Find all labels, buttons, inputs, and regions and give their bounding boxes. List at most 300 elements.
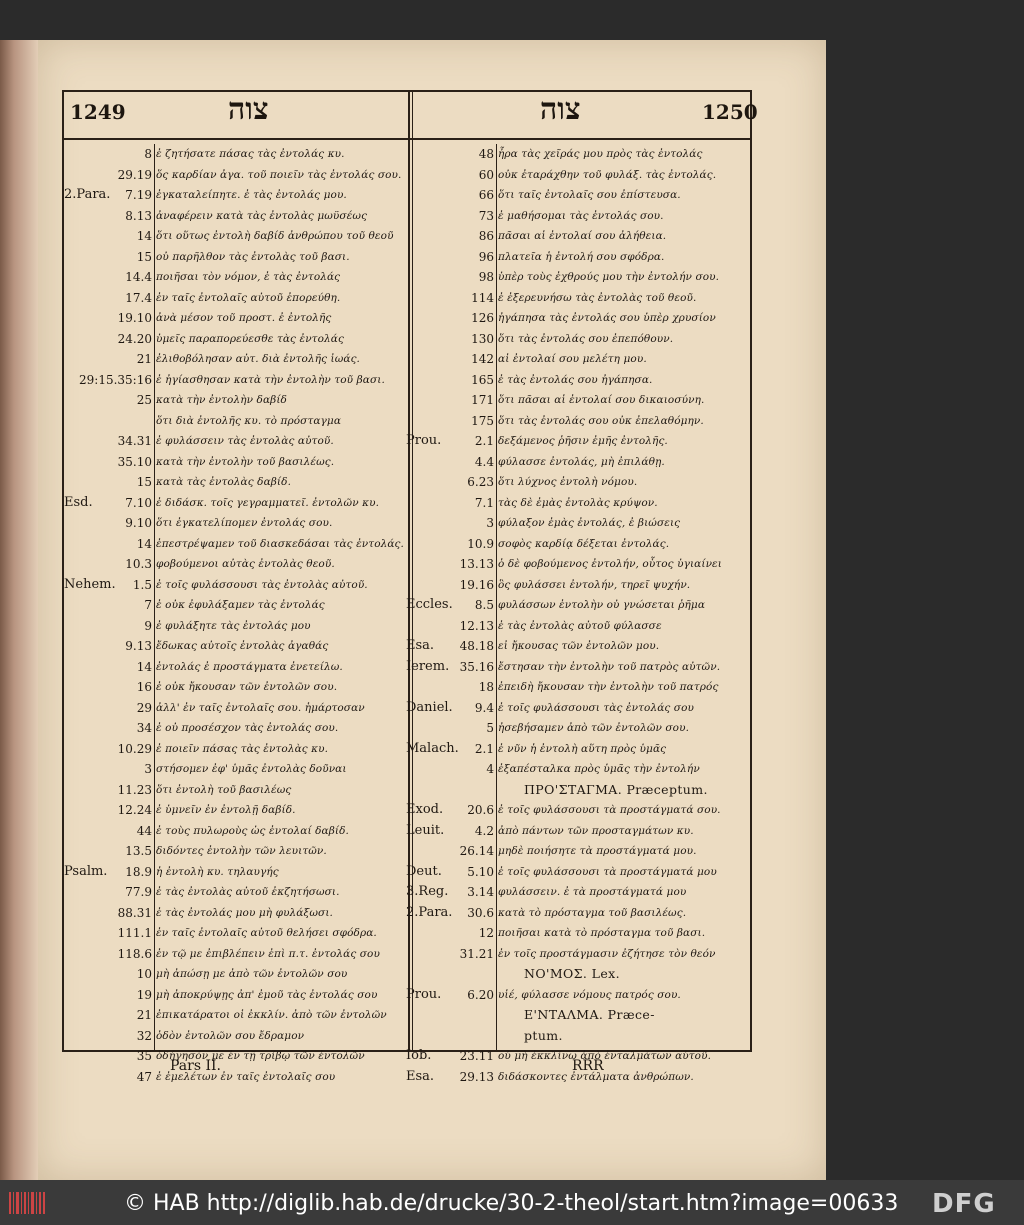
verse-reference: 19	[136, 987, 152, 1002]
verse-reference: 14	[136, 659, 152, 674]
concordance-row	[64, 226, 408, 247]
quotation-text: φύλασσε ἐντολάς, μὴ ἐπιλάθῃ.	[498, 455, 665, 468]
verse-reference: 44	[136, 823, 152, 838]
verse-reference: 47	[136, 1069, 152, 1084]
quotation-text: ἠσεβήσαμεν ἀπὸ τῶν ἐντολῶν σου.	[498, 722, 690, 734]
quotation-text: ὃς φυλάσσει ἐντολήν, τηρεῖ ψυχήν.	[498, 578, 691, 591]
quotation-text: ὅτι λύχνος ἐντολὴ νόμου.	[498, 476, 638, 488]
verse-reference: 14.4	[125, 270, 152, 284]
quotation-text: ἐν τοῖς προστάγμασιν ἐζήτησε τὸν θεόν	[498, 947, 716, 960]
verse-reference: 142	[471, 352, 494, 366]
concordance-row	[64, 718, 408, 739]
concordance-row	[64, 575, 408, 596]
verse-reference: 15	[136, 475, 152, 489]
verse-reference: 48.18	[459, 639, 494, 653]
book-abbreviation: 2.Para.	[64, 187, 111, 202]
verse-reference: 5	[486, 721, 494, 735]
verse-reference: 29:15.35:16	[79, 372, 152, 387]
concordance-row	[64, 759, 408, 780]
catchword: RRR	[572, 1058, 604, 1074]
concordance-row	[64, 1005, 408, 1026]
concordance-row	[406, 206, 752, 227]
quotation-text: οὐ μὴ ἐκκλίνω ἀπὸ ἐνταλμάτων αὐτοῦ.	[498, 1050, 712, 1062]
concordance-row	[406, 862, 752, 883]
concordance-row	[406, 739, 752, 760]
concordance-row	[406, 144, 752, 165]
quotation-text: ἐ ἐξερευνήσω τὰς ἐντολὰς τοῦ θεοῦ.	[498, 291, 697, 304]
verse-reference: 3.14	[467, 885, 494, 899]
verse-reference: 15	[136, 249, 152, 264]
quotation-text: ἐ νῦν ἡ ἐντολὴ αὕτη πρὸς ὑμᾶς	[498, 742, 667, 755]
verse-reference: 7	[144, 598, 152, 612]
concordance-row	[64, 452, 408, 473]
verse-reference: 10.3	[125, 557, 152, 571]
concordance-row	[406, 964, 752, 985]
quotation-text: σοφὸς καρδίᾳ δέξεται ἐντολάς.	[498, 537, 670, 550]
quotation-text: κατὰ τὰς ἐντολὰς δαβίδ.	[156, 476, 292, 488]
verse-reference: 10.9	[467, 536, 494, 551]
quotation-text: φυλάσσων ἐντολὴν οὐ γνώσεται ῥῆμα	[498, 599, 706, 611]
book-abbreviation: Ierem.	[406, 658, 450, 674]
verse-reference: 11.23	[117, 782, 152, 797]
verse-reference: 26.14	[459, 844, 494, 858]
quotation-text: διδόντες ἐντολὴν τῶν λευιτῶν.	[156, 845, 327, 857]
book-abbreviation: 3.Reg.	[406, 884, 449, 899]
quotation-text: κατὰ τὴν ἐντολὴν τοῦ βασιλέως.	[156, 455, 335, 468]
quotation-text: ἐ τὰς ἐντολὰς αὐτοῦ φύλασσε	[498, 619, 662, 632]
section-heading: ptum.	[524, 1027, 563, 1043]
verse-reference: 9.10	[125, 516, 152, 530]
concordance-row	[64, 349, 408, 370]
book-abbreviation: Esd.	[64, 494, 93, 510]
verse-reference: 98	[478, 270, 494, 284]
quotation-text: ἐ ὑμνεῖν ἐν ἐντολῇ δαβίδ.	[156, 804, 296, 816]
verse-reference: 25	[136, 393, 152, 407]
verse-reference: 19.10	[117, 311, 152, 325]
concordance-row	[64, 472, 408, 493]
concordance-row	[64, 657, 408, 678]
right-page-number: 1250	[702, 100, 758, 124]
verse-reference: 10	[136, 967, 152, 981]
quotation-text: ἐ οὐ προσέσχον τὰς ἐντολάς σου.	[156, 722, 339, 734]
concordance-row	[64, 985, 408, 1006]
quotation-text: ἔδωκας αὐτοῖς ἐντολὰς ἀγαθάς	[156, 640, 329, 652]
concordance-row	[64, 1067, 408, 1088]
verse-reference: 29.19	[117, 167, 152, 182]
running-header	[62, 90, 752, 140]
quotation-text: εἰ ἤκουσας τῶν ἐντολῶν μου.	[498, 640, 660, 652]
left-hebrew-headword: צוה	[228, 92, 269, 127]
quotation-text: ἐλιθοβόλησαν αὐτ. διὰ ἐντολῆς ἰωάς.	[156, 353, 360, 365]
quotation-text: ἐ διδάσκ. τοῖς γεγραμματεῖ. ἐντολῶν κυ.	[156, 496, 380, 509]
quotation-text: ὅς καρδίαν ἀγα. τοῦ ποιεῖν τὰς ἐντολάς σου.	[156, 168, 402, 181]
verse-reference: 175	[471, 413, 494, 428]
verse-reference: 2.1	[474, 434, 494, 448]
concordance-row	[64, 1026, 408, 1047]
concordance-row	[406, 390, 752, 411]
verse-reference: 34	[136, 721, 152, 735]
verse-reference: 13.5	[125, 844, 152, 858]
concordance-row	[64, 431, 408, 452]
concordance-row	[406, 923, 752, 944]
concordance-row	[64, 329, 408, 350]
concordance-row	[406, 452, 752, 473]
verse-reference: 6.20	[467, 987, 494, 1002]
verse-reference: 9.13	[125, 639, 152, 653]
quotation-text: ἐ οὐκ ἐφυλάξαμεν τὰς ἐντολάς	[156, 599, 325, 611]
verse-reference: 18	[478, 680, 494, 694]
concordance-row	[406, 657, 752, 678]
verse-reference: 3	[144, 762, 152, 776]
quotation-text: τὰς δὲ ἐμὰς ἐντολὰς κρύψον.	[498, 496, 658, 509]
concordance-row	[64, 288, 408, 309]
quotation-text: ἐ τοῖς φυλάσσουσι τὰ προστάγματά σου.	[498, 804, 721, 816]
book-abbreviation: Prou.	[406, 986, 442, 1002]
quotation-text: ἐγκαταλείπητε. ἐ τὰς ἐντολάς μου.	[156, 189, 347, 201]
quotation-text: ἀλλ' ἐν ταῖς ἐντολαῖς σου. ἡμάρτοσαν	[156, 701, 365, 714]
concordance-row	[406, 513, 752, 534]
verse-reference: 5.10	[467, 864, 494, 879]
verse-reference: 165	[471, 372, 494, 387]
quotation-text: ὁ δὲ φοβούμενος ἐντολήν, οὗτος ὑγιαίνει	[498, 558, 723, 570]
quotation-text: ἠγάπησα τὰς ἐντολάς σου ὑπὲρ χρυσίον	[498, 312, 716, 324]
quotation-text: ἐ τὰς ἐντολάς σου ἠγάπησα.	[498, 373, 653, 386]
quotation-text: πλατεῖα ἡ ἐντολή σου σφόδρα.	[498, 250, 665, 263]
concordance-row	[64, 185, 408, 206]
verse-reference: 24.20	[117, 331, 152, 346]
concordance-row	[64, 165, 408, 186]
quotation-text: ἐ τοῖς φυλάσσουσι τὰς ἐντολὰς αὐτοῦ.	[156, 578, 368, 591]
verse-reference: 35.10	[117, 454, 152, 469]
verse-reference: 96	[478, 249, 494, 264]
concordance-row	[406, 616, 752, 637]
book-abbreviation: Daniel.	[406, 699, 453, 715]
quotation-text: στήσομεν ἐφ' ὑμᾶς ἐντολὰς δοῦναι	[156, 763, 347, 775]
book-abbreviation: Prou.	[406, 433, 442, 448]
quotation-text: ἦρα τὰς χεῖράς μου πρὸς τὰς ἐντολάς	[498, 148, 703, 160]
verse-reference: 21	[136, 1008, 152, 1022]
concordance-row	[406, 595, 752, 616]
verse-reference: 8.13	[125, 208, 152, 223]
verse-reference: 7.10	[125, 495, 152, 510]
verse-reference: 77.9	[125, 885, 152, 899]
quotation-text: ἐπεστρέψαμεν τοῦ διασκεδάσαι τὰς ἐντολάς.	[156, 537, 404, 550]
quotation-text: ἐ ποιεῖν πάσας τὰς ἐντολὰς κυ.	[156, 742, 329, 755]
quotation-text: οὐκ ἐταράχθην τοῦ φυλάξ. τὰς ἐντολάς.	[498, 168, 717, 181]
quotation-text: ἐ τὰς ἐντολάς μου μὴ φυλάξωσι.	[156, 906, 333, 919]
verse-reference: 8.5	[474, 598, 494, 612]
quotation-text: ἔστησαν τὴν ἐντολὴν τοῦ πατρὸς αὐτῶν.	[498, 660, 721, 673]
concordance-row	[406, 882, 752, 903]
quotation-text: ὑμεῖς παραπορεύεσθε τὰς ἐντολάς	[156, 332, 344, 345]
concordance-row	[64, 247, 408, 268]
verse-reference: 86	[478, 229, 494, 243]
verse-reference: 2.1	[474, 741, 494, 756]
quotation-text: ἐ τοὺς πυλωροὺς ὡς ἐντολαί δαβίδ.	[156, 824, 349, 837]
verse-reference: 29.13	[459, 1069, 494, 1084]
concordance-row	[64, 841, 408, 862]
concordance-row	[406, 821, 752, 842]
verse-reference: 66	[478, 188, 494, 202]
verse-reference: 23.11	[459, 1049, 494, 1063]
book-abbreviation: Iob.	[406, 1048, 432, 1063]
concordance-row	[406, 1026, 752, 1047]
verse-reference: 21	[136, 352, 152, 366]
concordance-row	[406, 800, 752, 821]
verse-reference: 14	[136, 229, 152, 243]
concordance-row	[64, 964, 408, 985]
quotation-text: ἐ ἠγίασθησαν κατὰ τὴν ἐντολὴν τοῦ βασι.	[156, 373, 385, 386]
verse-reference: 10.29	[117, 741, 152, 756]
concordance-row	[406, 493, 752, 514]
concordance-row	[64, 739, 408, 760]
concordance-row	[64, 944, 408, 965]
right-concordance-column	[406, 144, 752, 1087]
quotation-text: ὅτι ἐγκατελίπομεν ἐντολάς σου.	[156, 517, 333, 529]
quotation-text: φύλαξον ἐμὰς ἐντολάς, ἐ βιώσεις	[498, 517, 681, 529]
verse-reference: 7.1	[474, 495, 494, 510]
quotation-text: ἡ ἐντολὴ κυ. τηλαυγής	[156, 865, 279, 878]
concordance-row	[406, 780, 752, 801]
section-heading: ΝΟ'ΜΟΣ. Lex.	[524, 966, 620, 981]
verse-reference: 3	[486, 516, 494, 530]
quotation-text: ἐ οὐκ ἤκουσαν τῶν ἐντολῶν σου.	[156, 681, 338, 693]
verse-reference: 73	[478, 208, 494, 223]
concordance-row	[64, 206, 408, 227]
concordance-row	[406, 575, 752, 596]
section-heading: ΠΡΟ'ΣΤΑΓΜΑ. Præceptum.	[524, 781, 708, 797]
concordance-row	[406, 698, 752, 719]
right-hebrew-headword: צוה	[540, 92, 581, 127]
quotation-text: ἐ ζητήσατε πάσας τὰς ἐντολάς κυ.	[156, 148, 345, 160]
quotation-text: ὅτι οὕτως ἐντολὴ δαβίδ ἀνθρώπου τοῦ θεοῦ	[156, 230, 394, 242]
verse-reference: 12	[478, 926, 494, 940]
quotation-text: ἐ φυλάσσειν τὰς ἐντολὰς αὐτοῦ.	[156, 435, 334, 447]
quotation-text: οὐ παρῆλθον τὰς ἐντολὰς τοῦ βασι.	[156, 250, 350, 263]
concordance-row	[406, 472, 752, 493]
quotation-text: ποιῆσαι τὸν νόμον, ἐ τὰς ἐντολάς	[156, 271, 341, 283]
quotation-text: ἀνὰ μέσον τοῦ προστ. ἐ ἐντολῆς	[156, 312, 332, 324]
book-abbreviation: Malach.	[406, 740, 459, 756]
concordance-row	[406, 718, 752, 739]
verse-reference: 60	[478, 167, 494, 182]
concordance-row	[406, 411, 752, 432]
concordance-row	[64, 903, 408, 924]
concordance-row	[406, 677, 752, 698]
concordance-row	[64, 513, 408, 534]
quotation-text: ὁδήγησόν με ἐν τῇ τρίβῳ τῶν ἐντολῶν	[156, 1050, 365, 1062]
verse-reference: 19.16	[459, 577, 494, 592]
quotation-text: διδάσκοντες ἐντάλματα ἀνθρώπων.	[498, 1070, 694, 1083]
quotation-text: ὅτι ταῖς ἐντολαῖς σου ἐπίστευσα.	[498, 189, 681, 201]
concordance-row	[406, 841, 752, 862]
verse-reference: 1.5	[132, 577, 152, 592]
quotation-text: ἐξαπέσταλκα πρὸς ὑμᾶς τὴν ἐντολήν	[498, 763, 700, 775]
verse-reference: 171	[471, 393, 494, 407]
verse-reference: 6.23	[467, 475, 494, 489]
quotation-text: ἐν ταῖς ἐντολαῖς αὐτοῦ ἐπορεύθη.	[156, 291, 341, 304]
quotation-text: ποιῆσαι κατὰ τὸ πρόσταγμα τοῦ βασι.	[498, 927, 706, 939]
concordance-row	[64, 862, 408, 883]
quotation-text: μὴ ἀποκρύψῃς ἀπ' ἐμοῦ τὰς ἐντολάς σου	[156, 988, 378, 1001]
dfg-logo: DFG	[932, 1189, 996, 1219]
verse-reference: 14	[136, 536, 152, 551]
quotation-text: πᾶσαι αἱ ἐντολαί σου ἀλήθεια.	[498, 230, 667, 242]
quotation-text: ὅτι τὰς ἐντολάς σου οὐκ ἐπελαθόμην.	[498, 414, 704, 427]
quotation-text: ὅτι πᾶσαι αἱ ἐντολαί σου δικαιοσύνη.	[498, 394, 705, 406]
quotation-text: ἐπικατάρατοι οἱ ἐκκλίν. ἀπὸ τῶν ἐντολῶν	[156, 1009, 387, 1021]
concordance-row	[64, 370, 408, 391]
concordance-row	[64, 677, 408, 698]
book-abbreviation: Esa.	[406, 1068, 435, 1084]
signature-mark: Pars II.	[170, 1058, 221, 1074]
concordance-row	[406, 534, 752, 555]
concordance-row	[406, 185, 752, 206]
concordance-row	[64, 923, 408, 944]
concordance-row	[406, 329, 752, 350]
quotation-text: ἐν τῷ με ἐπιβλέπειν ἐπὶ π.τ. ἐντολάς σου	[156, 947, 380, 960]
quotation-text: ἐν ταῖς ἐντολαῖς αὐτοῦ θελήσει σφόδρα.	[156, 927, 377, 939]
book-abbreviation: Eccles.	[406, 597, 453, 612]
quotation-text: μηδὲ ποιήσητε τὰ προστάγματά μου.	[498, 845, 697, 857]
verse-reference: 126	[471, 311, 494, 325]
verse-reference: 118.6	[117, 946, 152, 961]
verse-reference: 12.24	[117, 803, 152, 817]
verse-reference: 34.31	[117, 434, 152, 448]
concordance-row	[406, 165, 752, 186]
quotation-text: υἱέ, φύλασσε νόμους πατρός σου.	[498, 988, 681, 1001]
concordance-row	[64, 780, 408, 801]
left-concordance-column	[64, 144, 408, 1087]
concordance-row	[64, 698, 408, 719]
concordance-row	[64, 534, 408, 555]
quotation-text: ἀναφέρειν κατὰ τὰς ἐντολὰς μωϋσέως	[156, 209, 368, 222]
book-abbreviation: Exod.	[406, 802, 444, 817]
quotation-text: ἐ τοῖς φυλάσσουσι τὰς ἐντολάς σου	[498, 701, 694, 714]
verse-reference: 88.31	[117, 905, 152, 920]
verse-reference: 4	[486, 762, 494, 776]
quotation-text: ἐντολάς ἐ προστάγματα ἐνετείλω.	[156, 660, 343, 673]
verse-reference: 111.1	[117, 926, 152, 940]
quotation-text: αἱ ἐντολαί σου μελέτη μου.	[498, 353, 647, 365]
book-abbreviation: 2.Para.	[406, 904, 453, 920]
verse-reference: 32	[136, 1028, 152, 1043]
verse-reference: 4.2	[474, 823, 494, 838]
concordance-row	[64, 616, 408, 637]
book-abbreviation: Deut.	[406, 863, 442, 879]
verse-reference: 13.13	[459, 557, 494, 571]
concordance-row	[406, 267, 752, 288]
quotation-text: ἐπειδὴ ἤκουσαν τὴν ἐντολὴν τοῦ πατρός	[498, 681, 719, 693]
verse-reference: 12.13	[459, 618, 494, 633]
quotation-text: ὅτι τὰς ἐντολάς σου ἐπεπόθουν.	[498, 332, 674, 345]
verse-reference: 16	[136, 680, 152, 694]
quotation-text: ὅτι ἐντολὴ τοῦ βασιλέως	[156, 783, 292, 796]
concordance-row	[64, 1046, 408, 1067]
verse-reference: 30.6	[467, 905, 494, 920]
book-abbreviation: Nehem.	[64, 576, 116, 592]
verse-reference: 130	[471, 331, 494, 346]
quotation-text: δεξάμενος ῥῆσιν ἐμῆς ἐντολῆς.	[498, 435, 668, 447]
concordance-row	[64, 882, 408, 903]
quotation-text: φυλάσσειν. ἐ τὰ προστάγματά μου	[498, 886, 687, 898]
concordance-row	[406, 247, 752, 268]
verse-reference: 35.16	[459, 659, 494, 674]
quotation-text: ἐ ἐμελέτων ἐν ταῖς ἐντολαῖς σου	[156, 1070, 336, 1083]
quotation-text: φοβούμενοι αὐτὰς ἐντολὰς θεοῦ.	[156, 558, 335, 570]
left-page-number: 1249	[70, 100, 126, 124]
concordance-row	[64, 595, 408, 616]
concordance-row	[64, 821, 408, 842]
concordance-row	[406, 349, 752, 370]
verse-reference: 9	[144, 618, 152, 633]
concordance-row	[64, 636, 408, 657]
quotation-text: ἐ φυλάξητε τὰς ἐντολάς μου	[156, 619, 311, 632]
quotation-text: μὴ ἀπώσῃ με ἀπὸ τῶν ἐντολῶν σου	[156, 968, 348, 980]
verse-reference: 17.4	[125, 290, 152, 305]
barcode-icon	[8, 1190, 48, 1216]
concordance-row	[64, 308, 408, 329]
book-abbreviation: Psalm.	[64, 863, 108, 879]
quotation-text: κατὰ τὴν ἐντολὴν δαβίδ	[156, 394, 287, 406]
verse-reference: 20.6	[467, 803, 494, 817]
verse-reference: 48	[478, 147, 494, 161]
concordance-row	[64, 800, 408, 821]
section-heading: E'ΝΤΑΛΜΑ. Præce-	[524, 1007, 655, 1022]
quotation-text: ἐ τοῖς φυλάσσουσι τὰ προστάγματά μου	[498, 865, 717, 878]
quotation-text: ἀπὸ πάντων τῶν προσταγμάτων κυ.	[498, 824, 694, 837]
concordance-row	[406, 288, 752, 309]
concordance-row	[406, 308, 752, 329]
concordance-row	[406, 226, 752, 247]
verse-reference: 7.19	[125, 188, 152, 202]
quotation-text: ὅτι διὰ ἐντολῆς κυ. τὸ πρόσταγμα	[156, 414, 342, 427]
verse-reference: 31.21	[459, 946, 494, 961]
verse-reference: 8	[144, 147, 152, 161]
concordance-row	[64, 267, 408, 288]
quotation-text: ἐ τὰς ἐντολὰς αὐτοῦ ἐκζητήσωσι.	[156, 886, 340, 898]
concordance-row	[64, 411, 408, 432]
concordance-row	[406, 759, 752, 780]
quotation-text: κατὰ τὸ πρόσταγμα τοῦ βασιλέως.	[498, 906, 687, 919]
verse-reference: 9.4	[474, 700, 494, 715]
concordance-row	[406, 1005, 752, 1026]
concordance-row	[406, 554, 752, 575]
concordance-row	[64, 144, 408, 165]
copyright-link[interactable]: © HAB http://diglib.hab.de/drucke/30-2-theol/start.htm?image=00633	[124, 1191, 899, 1216]
verse-reference: 35	[136, 1049, 152, 1063]
quotation-text: ἐ μαθήσομαι τὰς ἐντολάς σου.	[498, 209, 664, 222]
concordance-row	[406, 370, 752, 391]
verse-reference: 18.9	[125, 864, 152, 879]
concordance-row	[406, 985, 752, 1006]
concordance-row	[64, 554, 408, 575]
concordance-row	[406, 431, 752, 452]
quotation-text: ὁδὸν ἐντολῶν σου ἔδραμον	[156, 1029, 305, 1042]
concordance-row	[406, 636, 752, 657]
concordance-row	[406, 944, 752, 965]
verse-reference: 4.4	[474, 454, 494, 469]
book-abbreviation: Leuit.	[406, 822, 445, 838]
verse-reference: 114	[471, 290, 494, 305]
adjacent-page-edge	[0, 40, 40, 1180]
concordance-row	[64, 390, 408, 411]
concordance-row	[406, 903, 752, 924]
verse-reference: 29	[136, 700, 152, 715]
quotation-text: ὑπὲρ τοὺς ἐχθρούς μου τὴν ἐντολήν σου.	[498, 271, 720, 283]
book-abbreviation: Esa.	[406, 638, 435, 653]
concordance-row	[64, 493, 408, 514]
